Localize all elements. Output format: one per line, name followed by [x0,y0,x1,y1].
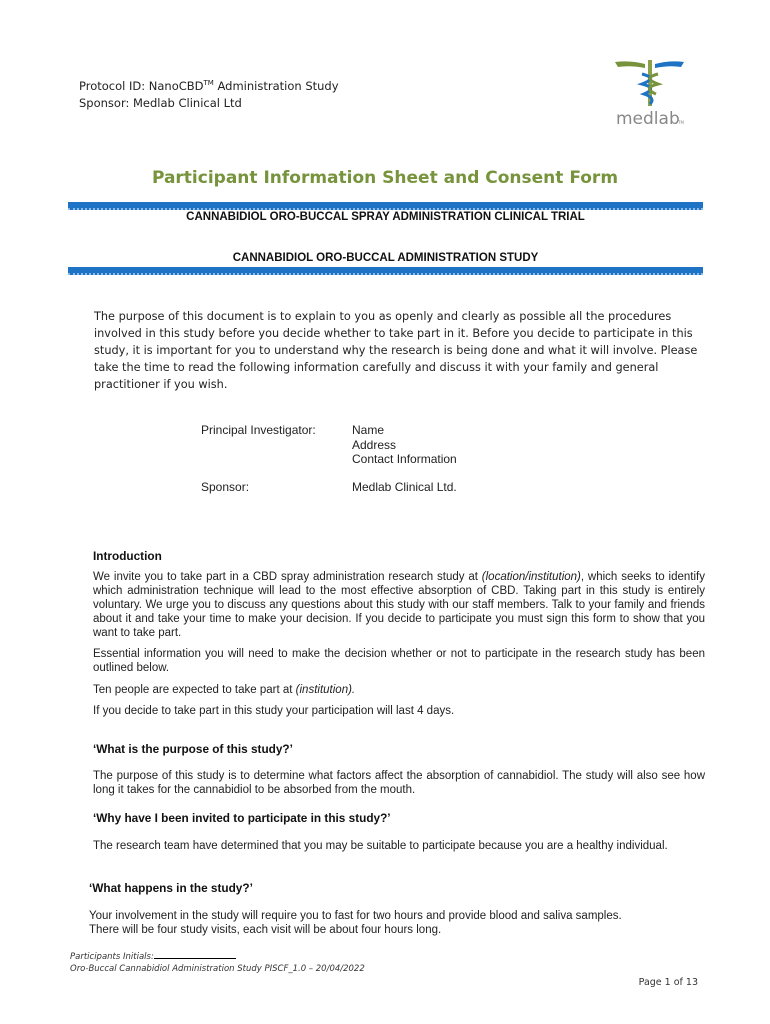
invited-heading: ‘Why have I been invited to participate in this study?’ [93,811,391,825]
essential-info-paragraph: Essential information you will need to make the decision whether or not to participate in the research study has been outlined below. [93,648,705,674]
protocol-header [79,75,339,112]
duration-paragraph: If you decide to take part in this study your participation will last 4 days. [93,705,455,717]
page-title: Participant Information Sheet and Consent Form [151,168,619,188]
title-divider-bottom [68,267,703,275]
sponsor-line: Sponsor: Medlab Clinical Ltd [79,95,242,110]
investigator-details [352,423,457,467]
purpose-text: The purpose of this study is to determine what factors affect the absorption of cannabidiol. The study will also see how long it takes for the cannabidiol to be absorbed from the mouth. [93,770,705,796]
investigator-contact: Contact Information [352,452,457,466]
trial-subtitle: CANNABIDIOL ORO-BUCCAL SPRAY ADMINISTRATION CLINICAL TRIAL [186,211,585,223]
happens-text: Your involvement in the study will require you to fast for two hours and provide blood and saliva samples. There will be four study visits, each visit will be about four hours long. [89,910,622,936]
invited-text: The research team have determined that you may be suitable to participate because you are a healthy individual. [93,840,668,852]
title-divider-top [68,202,703,210]
page-number: Page 1 of 13 [638,977,698,988]
investigator-name: Name [352,423,385,437]
purpose-heading: ‘What is the purpose of this study?’ [93,742,293,756]
sponsor-label: Sponsor: [201,480,250,494]
investigator-address: Address [352,437,397,452]
initials-line [154,950,236,959]
purpose-paragraph: The purpose of this document is to explain to you as openly and clearly as possible all the procedures involved in this study before you decide whether to take part in it. Before you decide to participate in this study, it is important for you to understand why the research is being done and what it will involve. Please take the time to read the following information carefully and discuss it with your family and general practitioner if you wish. [94,310,698,391]
participants-count-paragraph: Ten people are expected to take part at (institution). [93,684,356,696]
happens-heading: ‘What happens in the study?’ [89,881,253,895]
study-subtitle: CANNABIDIOL ORO-BUCCAL ADMINISTRATION STUDY [232,252,539,264]
trademark-mark: TM [203,79,214,87]
introduction-heading: Introduction [93,549,162,563]
medlab-logo [610,58,690,130]
protocol-id: Protocol ID: NanoCBD™ Administration Study [79,78,339,93]
svg-text:TM: TM [678,120,684,125]
introduction-paragraph: We invite you to take part in a CBD spray administration research study at (location/institution), which seeks to identify which administration technique will lead to the most effective absorption of CBD. Taking part in this study is entirely voluntary. We urge you to discuss any questions about this study with our staff members. Talk to your family and friends about it and take your time to make your decision. If you decide to participate you must sign this form to show that you want to take part. [93,571,705,639]
document-reference: Oro-Buccal Cannabidiol Administration Study PISCF_1.0 – 20/04/2022 [70,964,365,974]
sponsor-value: Medlab Clinical Ltd. [352,480,457,494]
investigator-label: Principal Investigator: [201,423,316,437]
logo-wordmark: medlab [616,109,680,129]
participant-initials: Participants Initials: [70,950,236,962]
